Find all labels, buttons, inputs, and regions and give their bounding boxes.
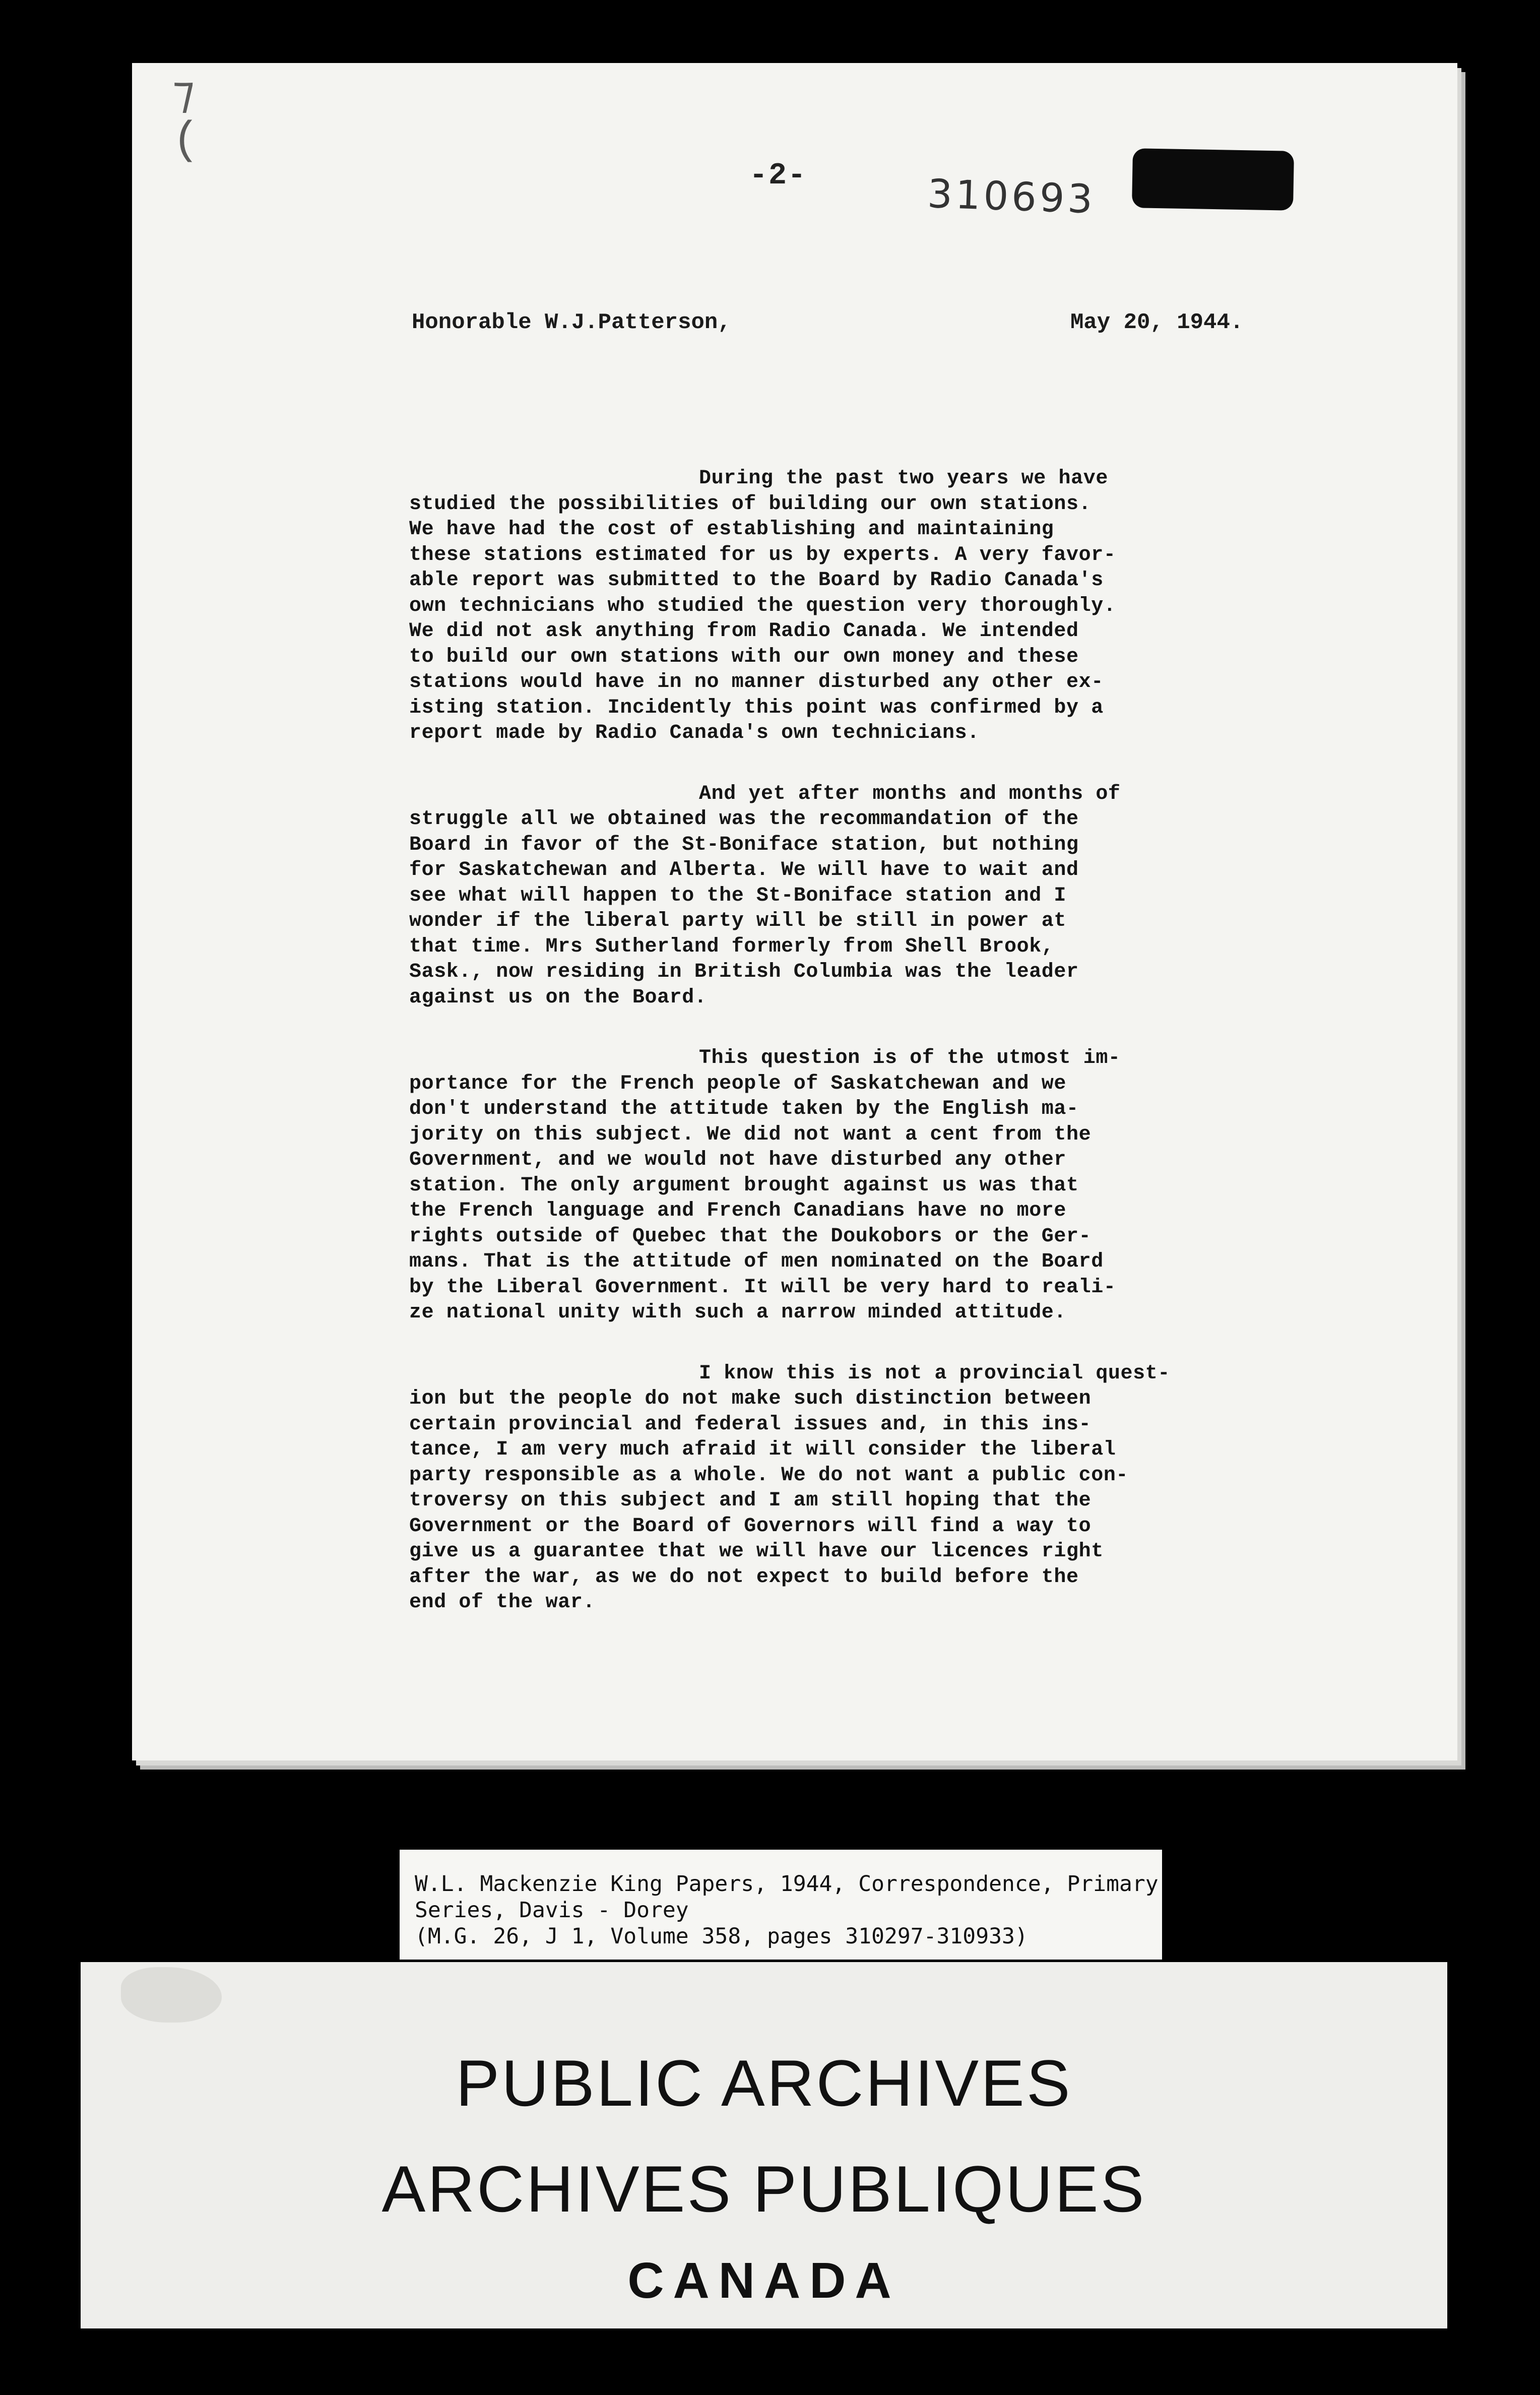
text-line: report made by Radio Canada's own technicians. xyxy=(409,722,980,744)
banner-title-english: PUBLIC ARCHIVES xyxy=(456,2046,1072,2120)
text-line: And yet after months and months of xyxy=(699,782,1121,805)
text-line: stations would have in no manner disturbed any other ex- xyxy=(409,671,1104,694)
text-line: struggle all we obtained was the recommandation of the xyxy=(409,808,1079,831)
citation-label xyxy=(400,1850,1162,1960)
text-line: see what will happen to the St-Boniface station and I xyxy=(409,884,1067,907)
paragraph xyxy=(409,1361,1326,1616)
text-line: ion but the people do not make such distinction between xyxy=(409,1388,1092,1410)
text-line: rights outside of Quebec that the Doukobors or the Ger- xyxy=(409,1225,1092,1248)
text-line: portance for the French people of Saskatchewan and we xyxy=(409,1072,1067,1095)
addressee: Honorable W.J.Patterson, xyxy=(412,310,731,335)
text-line: the French language and French Canadians have no more xyxy=(409,1200,1067,1222)
text-line: party responsible as a whole. We do not want a public con- xyxy=(409,1464,1129,1487)
citation-line: Series, Davis - Dorey xyxy=(415,1898,689,1923)
text-line: that time. Mrs Sutherland formerly from Shell Brook, xyxy=(409,935,1054,958)
text-line: wonder if the liberal party will be still in power at xyxy=(409,910,1067,932)
text-line: ze national unity with such a narrow minded attitude. xyxy=(409,1301,1067,1324)
text-line: for Saskatchewan and Alberta. We will have to wait and xyxy=(409,859,1079,881)
text-line: against us on the Board. xyxy=(409,986,707,1009)
archives-banner xyxy=(81,1962,1447,2328)
text-line: these stations estimated for us by experts. A very favor- xyxy=(409,543,1116,566)
text-line: jority on this subject. We did not want a cent from the xyxy=(409,1123,1092,1146)
letter-body xyxy=(409,466,1326,1651)
letter-date: May 20, 1944. xyxy=(1070,310,1244,335)
text-line: We have had the cost of establishing and maintaining xyxy=(409,518,1054,541)
banner-title-french: ARCHIVES PUBLIQUES xyxy=(381,2152,1146,2226)
text-line: isting station. Incidently this point was confirmed by a xyxy=(409,696,1104,719)
text-line: studied the possibilities of building our own stations. xyxy=(409,492,1092,516)
text-line: to build our own stations with our own money and these xyxy=(409,645,1079,668)
text-line: troversy on this subject and I am still hoping that the xyxy=(409,1489,1092,1512)
text-line: own technicians who studied the question very thoroughly. xyxy=(409,594,1116,617)
text-line: Government or the Board of Governors will find a way to xyxy=(409,1515,1092,1538)
text-line: During the past two years we have xyxy=(699,467,1108,490)
document-number-stamp: 310693 xyxy=(926,171,1097,223)
citation-line: (M.G. 26, J 1, Volume 358, pages 310297-310933) xyxy=(415,1924,1028,1949)
text-line: station. The only argument brought against us was that xyxy=(409,1174,1079,1197)
paragraph xyxy=(409,466,1326,746)
text-line: give us a guarantee that we will have our licences right xyxy=(409,1540,1104,1563)
text-line: by the Liberal Government. It will be very hard to reali- xyxy=(409,1276,1116,1299)
text-line: tance, I am very much afraid it will consider the liberal xyxy=(409,1438,1116,1461)
text-line: Government, and we would not have disturbed any other xyxy=(409,1149,1067,1171)
text-line: I know this is not a provincial quest- xyxy=(699,1362,1170,1385)
redaction-block xyxy=(1132,148,1294,211)
banner-country: CANADA xyxy=(627,2252,901,2309)
text-line: We did not ask anything from Radio Canada. We intended xyxy=(409,620,1079,643)
text-line: able report was submitted to the Board by Radio Canada's xyxy=(409,569,1104,592)
text-line: end of the war. xyxy=(409,1591,596,1614)
text-line: mans. That is the attitude of men nominated on the Board xyxy=(409,1250,1104,1273)
text-line: This question is of the utmost im- xyxy=(699,1047,1121,1069)
text-line: certain provincial and federal issues and, in this ins- xyxy=(409,1413,1092,1436)
paragraph xyxy=(409,1046,1326,1326)
citation-line: W.L. Mackenzie King Papers, 1944, Correspondence, Primary xyxy=(415,1871,1159,1897)
paragraph xyxy=(409,782,1326,1011)
handwritten-corner-mark: ⁊ ( xyxy=(172,70,200,167)
page-number: -2- xyxy=(749,159,807,193)
text-line: don't understand the attitude taken by the English ma- xyxy=(409,1098,1079,1120)
text-line: Sask., now residing in British Columbia was the leader xyxy=(409,961,1079,983)
text-line: after the war, as we do not expect to build before the xyxy=(409,1565,1079,1589)
text-line: Board in favor of the St-Boniface station, but nothing xyxy=(409,833,1079,856)
letter-page xyxy=(132,63,1457,1760)
paper-stain xyxy=(121,1967,222,2023)
